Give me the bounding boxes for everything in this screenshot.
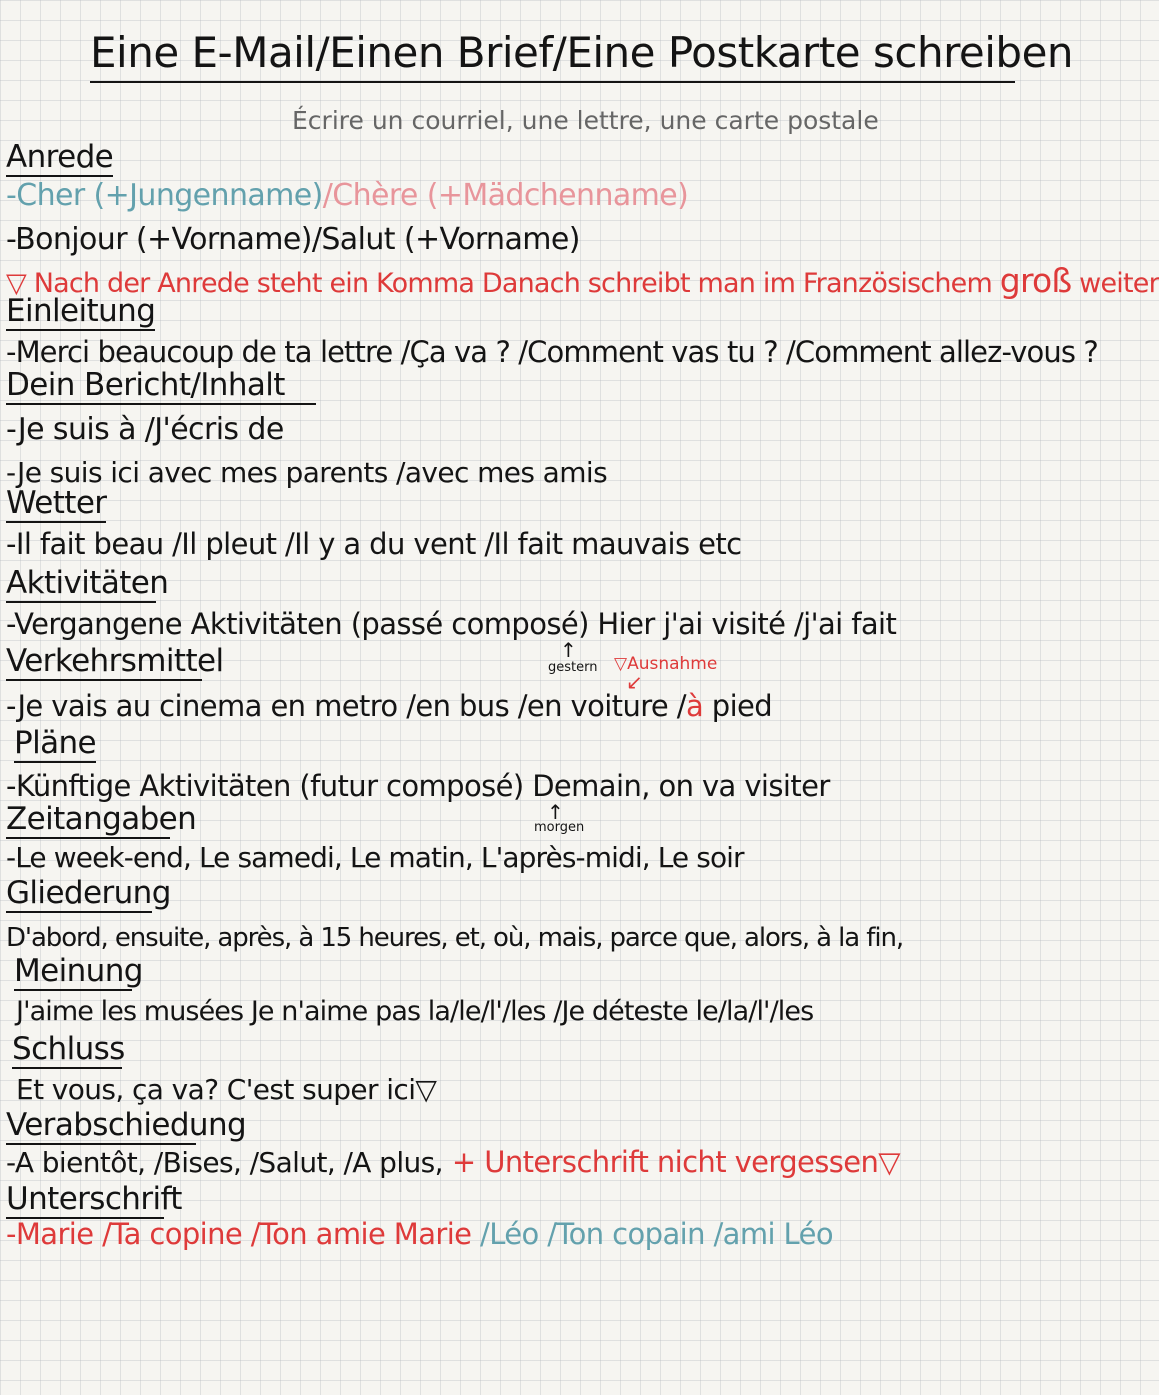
verabschiedung-note: + Unterschrift nicht vergessen▽ [451, 1145, 900, 1179]
plaene-line: -Künftige Aktivitäten (futur composé) Demain, on va visiter [6, 769, 830, 803]
heading-verabschiedung: Verabschiedung [6, 1107, 247, 1143]
heading-bericht: Dein Bericht/Inhalt [6, 368, 316, 405]
verabschiedung-text: -A bientôt, /Bises, /Salut, /A plus, [6, 1146, 443, 1179]
heading-aktivitaeten: Aktivitäten [6, 565, 169, 601]
unterschrift-line [6, 1216, 833, 1252]
wetter-line: -Il fait beau /Il pleut /Il y a du vent /Il fait mauvais etc [6, 527, 742, 561]
anrede-note-gross: groß [999, 261, 1072, 300]
unterschrift-marie: -Marie /Ta copine /Ton amie Marie [6, 1217, 472, 1251]
arrow-down-left-icon: ↙ [626, 670, 643, 694]
verkehrsmittel-text: -Je vais au cinema en metro /en bus /en voiture / [6, 689, 686, 723]
unterschrift-leo: /Léo /Ton copain /ami Léo [480, 1217, 833, 1251]
aktivitaeten-line: -Vergangene Aktivitäten (passé composé) Hier j'ai visité /j'ai fait [6, 607, 897, 641]
anrede-cher-line [6, 178, 688, 214]
note-morgen: morgen [534, 820, 585, 835]
heading-einleitung: Einleitung [6, 293, 156, 329]
heading-plaene: Pläne [14, 725, 97, 761]
verabschiedung-line [6, 1144, 900, 1181]
verkehrsmittel-pied: pied [703, 689, 773, 723]
anrede-chere: /Chère (+Mädchenname) [322, 178, 689, 213]
einleitung-line: -Merci beaucoup de ta lettre /Ça va ? /Comment vas tu ? /Comment allez-vous ? [6, 335, 1098, 369]
heading-gliederung: Gliederung [6, 875, 171, 911]
arrow-up-icon: ↑ [560, 638, 577, 662]
heading-zeitangaben: Zeitangaben [6, 801, 197, 837]
anrede-cher: -Cher (+Jungenname) [6, 178, 323, 213]
heading-meinung: Meinung [14, 953, 143, 989]
anrede-bonjour: -Bonjour (+Vorname)/Salut (+Vorname) [6, 222, 580, 257]
note-ausnahme: ▽Ausnahme [614, 654, 718, 674]
anrede-note-weiter: weiter [1079, 268, 1159, 299]
heading-anrede: Anrede [6, 139, 114, 175]
heading-unterschrift: Unterschrift [6, 1181, 182, 1217]
page-subtitle: Écrire un courriel, une lettre, une carte postale [292, 106, 879, 135]
heading-verkehrsmittel: Verkehrsmittel [6, 643, 224, 679]
anrede-note [6, 263, 1159, 302]
bericht-line-1: -Je suis à /J'écris de [6, 412, 284, 447]
gliederung-line: D'abord, ensuite, après, à 15 heures, et, où, mais, parce que, alors, à la fin, [6, 923, 904, 953]
verkehrsmittel-a-red: à [685, 689, 704, 723]
note-gestern: gestern [548, 660, 598, 675]
zeitangaben-line: -Le week-end, Le samedi, Le matin, L'après-midi, Le soir [6, 841, 744, 874]
heading-wetter: Wetter [6, 485, 107, 521]
anrede-note-text: ▽ Nach der Anrede steht ein Komma Danach schreibt man im Französischem [6, 268, 992, 299]
bericht-line-2: -Je suis ici avec mes parents /avec mes amis [6, 456, 608, 489]
schluss-line: Et vous, ça va? C'est super ici▽ [16, 1073, 437, 1106]
meinung-line: J'aime les musées Je n'aime pas la/le/l'/les /Je déteste le/la/l'/les [16, 996, 814, 1027]
page-title: Eine E-Mail/Einen Brief/Eine Postkarte schreiben [90, 28, 1015, 83]
verkehrsmittel-line [6, 688, 772, 724]
heading-schluss: Schluss [12, 1031, 125, 1067]
arrow-up-icon: ↑ [547, 800, 564, 824]
